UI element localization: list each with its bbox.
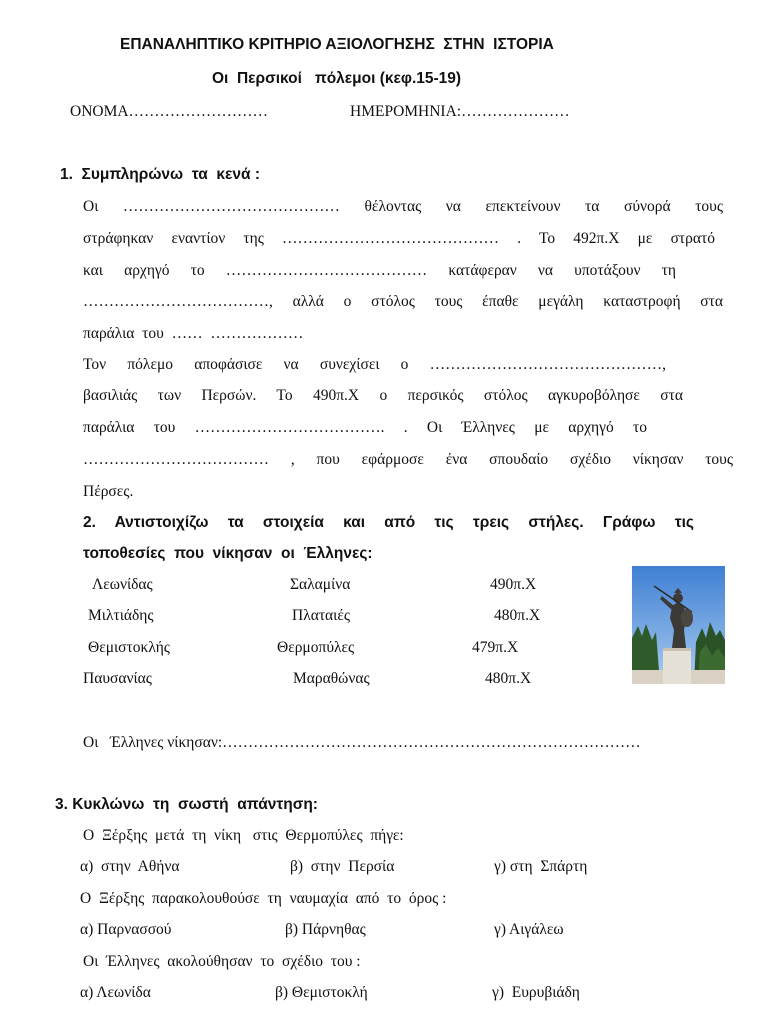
place-item: Σαλαμίνα bbox=[290, 576, 351, 593]
fill-line-1[interactable]: Οι …………………………………… θέλοντας να επεκτείνουν τα σύνορά τους bbox=[83, 198, 723, 215]
fill-line-10: Πέρσες. bbox=[83, 483, 134, 500]
section2-heading-line1: 2. Αντιστοιχίζω τα στοιχεία και από τις τρεις στήλες. Γράφω τις bbox=[83, 514, 694, 531]
answer-option[interactable]: β) Πάρνηθας bbox=[285, 921, 366, 938]
page-title: ΕΠΑΝΑΛΗΠΤΙΚΟ ΚΡΙΤΗΡΙΟ ΑΞΙΟΛΟΓΗΣΗΣ ΣΤΗΝ ΙΣΤΟΡΙΑ bbox=[120, 36, 554, 53]
section3-heading: 3. Κυκλώνω τη σωστή απάντηση: bbox=[55, 796, 318, 813]
fill-line-9[interactable]: ……………………………… , που εφάρμοσε ένα σπουδαίο σχέδιο νίκησαν τους bbox=[83, 451, 733, 468]
section2-heading-line2: τοποθεσίες που νίκησαν οι Έλληνες: bbox=[83, 545, 373, 562]
place-item: Πλαταιές bbox=[292, 607, 350, 624]
answer-option[interactable]: γ) Ευρυβιάδη bbox=[492, 984, 580, 1001]
leader-item: Μιλτιάδης bbox=[88, 607, 154, 624]
answer-option[interactable]: γ) Αιγάλεω bbox=[494, 921, 564, 938]
fill-line-5[interactable]: παράλια του …… ……………… bbox=[83, 325, 304, 342]
answer-option[interactable]: γ) στη Σπάρτη bbox=[494, 858, 588, 875]
answer-option[interactable]: α) Λεωνίδα bbox=[80, 984, 151, 1001]
question-text: Οι Έλληνες ακολούθησαν το σχέδιο του : bbox=[83, 953, 361, 970]
date-field[interactable]: ΗΜΕΡΟΜΗΝΙΑ:………………… bbox=[350, 103, 570, 120]
year-item: 480π.Χ bbox=[494, 607, 541, 624]
page-subtitle: Οι Περσικοί πόλεμοι (κεφ.15-19) bbox=[212, 70, 462, 87]
leonidas-statue-photo bbox=[632, 566, 725, 684]
leader-item: Λεωνίδας bbox=[92, 576, 153, 593]
fill-line-3[interactable]: και αρχηγό το ………………………………… κατάφεραν να υποτάξουν τη bbox=[83, 262, 676, 279]
question-text: Ο Ξέρξης παρακολουθούσε τη ναυμαχία από το όρος : bbox=[80, 890, 447, 907]
fill-line-4[interactable]: ………………………………, αλλά ο στόλος τους έπαθε μεγάλη καταστροφή στα bbox=[83, 293, 723, 310]
year-item: 479π.Χ bbox=[472, 639, 519, 656]
answer-option[interactable]: β) στην Περσία bbox=[290, 858, 395, 875]
answer-option[interactable]: α) Παρνασσού bbox=[80, 921, 172, 938]
answer-option[interactable]: β) Θεμιστοκλή bbox=[275, 984, 368, 1001]
name-field[interactable]: ΟΝΟΜΑ……………………… bbox=[70, 103, 269, 120]
leader-item: Παυσανίας bbox=[83, 670, 152, 687]
fill-line-8[interactable]: παράλια του ………………………………. . Οι Έλληνες με αρχηγό το bbox=[83, 419, 647, 436]
year-item: 480π.Χ bbox=[485, 670, 532, 687]
leader-item: Θεμιστοκλής bbox=[88, 639, 170, 656]
question-text: Ο Ξέρξης μετά τη νίκη στις Θερμοπύλες πήγε: bbox=[83, 827, 404, 844]
section1-heading: 1. Συμπληρώνω τα κενά : bbox=[60, 166, 260, 183]
year-item: 490π.Χ bbox=[490, 576, 537, 593]
fill-line-7: βασιλιάς των Περσών. Το 490π.Χ ο περσικός στόλος αγκυροβόλησε στα bbox=[83, 387, 683, 404]
place-item: Θερμοπύλες bbox=[277, 639, 355, 656]
place-item: Μαραθώνας bbox=[293, 670, 370, 687]
winners-answer-line[interactable]: Οι Έλληνες νίκησαν:……………………………………………………………………… bbox=[83, 734, 641, 751]
fill-line-6[interactable]: Τον πόλεμο αποφάσισε να συνεχίσει ο ………………………………………, bbox=[83, 356, 666, 373]
fill-line-2[interactable]: στράφηκαν εναντίον της …………………………………… . Το 492π.Χ με στρατό bbox=[83, 230, 715, 247]
answer-option[interactable]: α) στην Αθήνα bbox=[80, 858, 180, 875]
